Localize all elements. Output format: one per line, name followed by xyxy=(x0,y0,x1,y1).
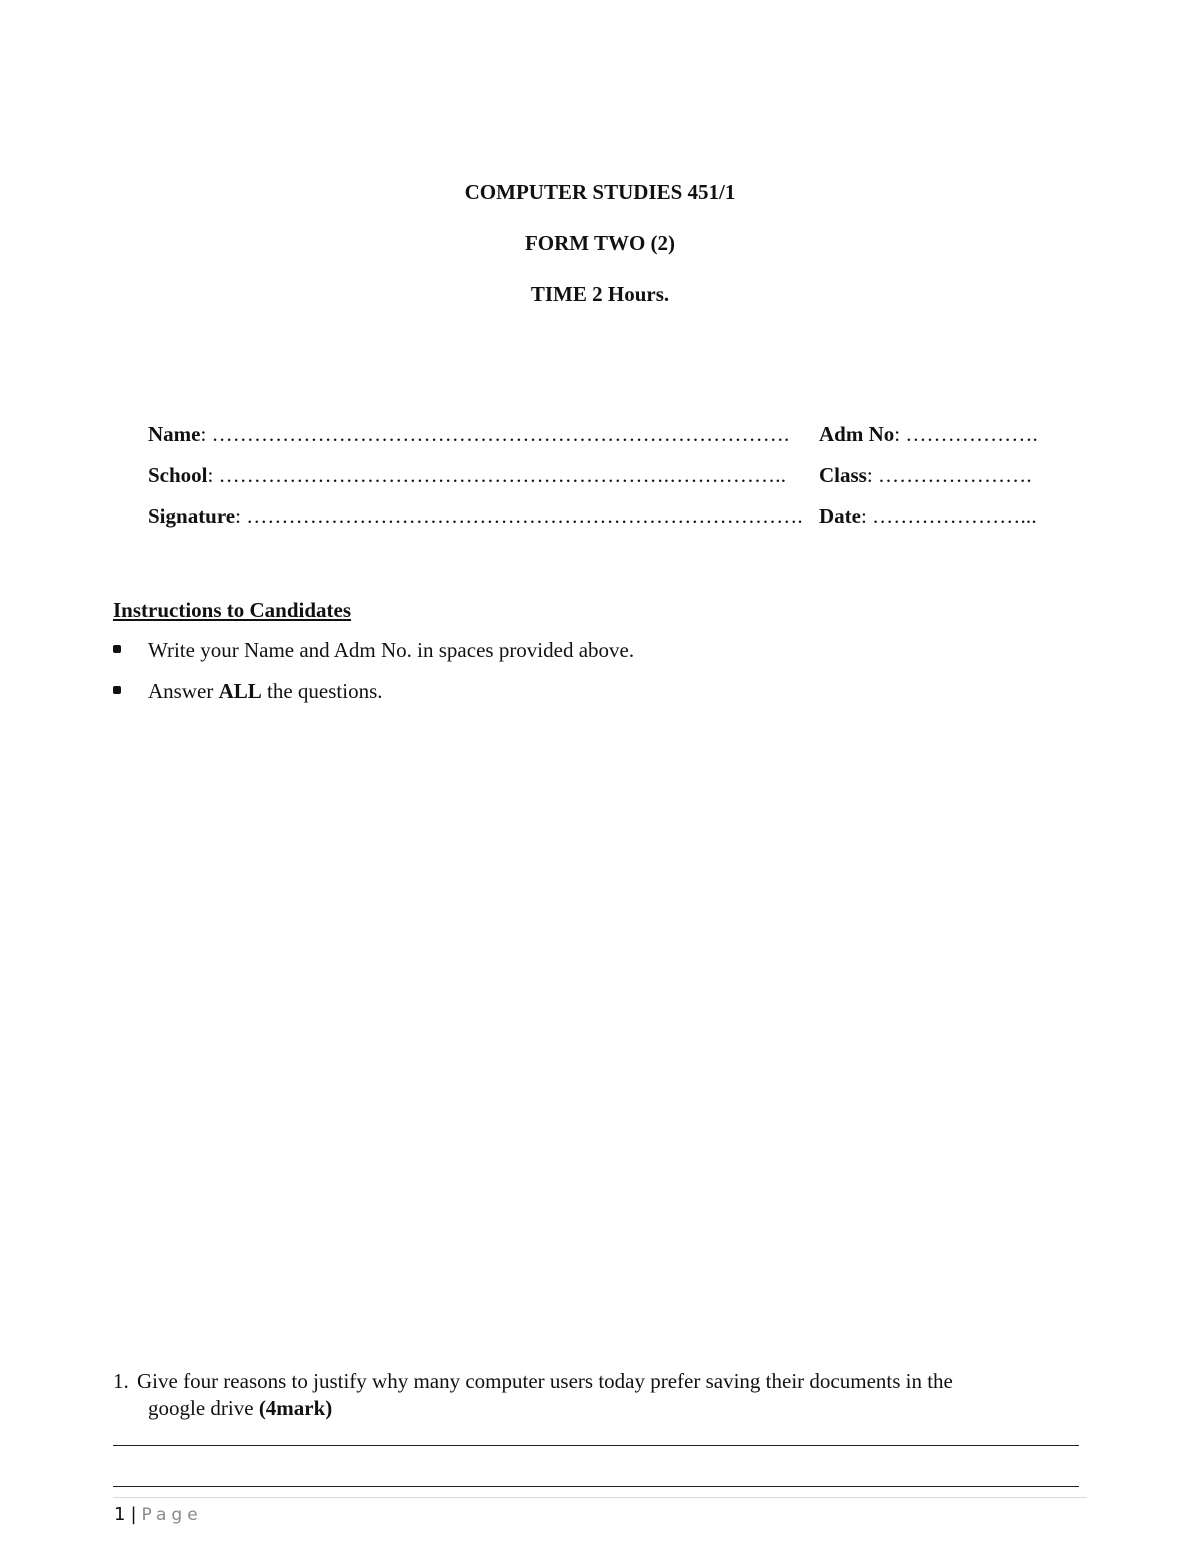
adm-no-blank[interactable]: ………………. xyxy=(905,422,1039,446)
school-field[interactable] xyxy=(148,461,786,489)
question-text-line-1: Give four reasons to justify why many computer users today prefer saving their documents in the xyxy=(137,1369,953,1393)
class-field[interactable] xyxy=(819,461,1032,489)
name-colon: : xyxy=(200,422,212,446)
page-word: Page xyxy=(141,1505,203,1525)
signature-field[interactable] xyxy=(148,502,803,530)
date-colon: : xyxy=(860,504,873,528)
footer-separator: | xyxy=(130,1504,137,1525)
date-field[interactable] xyxy=(819,502,1037,530)
page-footer xyxy=(114,1502,203,1528)
instruction-text: Write your Name and Adm No. in spaces provided above. xyxy=(148,638,635,662)
class-blank[interactable]: …………………. xyxy=(877,463,1032,487)
time-title: TIME 2 Hours. xyxy=(530,282,670,306)
instruction-item xyxy=(113,677,1013,705)
instruction-text-before: Answer xyxy=(148,679,219,703)
answer-line[interactable] xyxy=(113,1486,1079,1487)
instruction-emphasis: ALL xyxy=(218,679,262,703)
bullet-icon xyxy=(113,645,121,653)
school-colon: : xyxy=(207,463,219,487)
signature-label: Signature xyxy=(148,504,236,528)
question-text-continuation: google drive xyxy=(148,1396,259,1420)
date-blank[interactable]: …………………... xyxy=(872,504,1037,528)
date-label: Date xyxy=(819,504,861,528)
school-label: School xyxy=(148,463,208,487)
class-label: Class xyxy=(819,463,867,487)
question-number: 1. xyxy=(113,1369,129,1393)
instruction-item xyxy=(113,636,1013,664)
school-row xyxy=(148,461,1078,489)
adm-no-colon: : xyxy=(894,422,906,446)
name-label: Name xyxy=(148,422,201,446)
question-marks: (4mark) xyxy=(258,1396,333,1420)
school-blank[interactable]: ……………………………………………………….…………….. xyxy=(218,463,787,487)
footer-divider xyxy=(113,1497,1087,1498)
name-field[interactable] xyxy=(148,420,789,448)
bullet-icon xyxy=(113,686,121,694)
question-text-line-2 xyxy=(148,1394,332,1422)
signature-colon: : xyxy=(235,504,247,528)
signature-blank[interactable]: ……………………………………………………………………. xyxy=(246,504,803,528)
instruction-text-after: the questions. xyxy=(261,679,383,703)
name-blank[interactable]: ………………………………………………………………………. xyxy=(211,422,790,446)
subject-title: COMPUTER STUDIES 451/1 xyxy=(464,180,736,204)
class-colon: : xyxy=(866,463,878,487)
instructions-heading: Instructions to Candidates xyxy=(113,598,352,622)
instruction-text xyxy=(148,677,383,705)
answer-line[interactable] xyxy=(113,1445,1079,1446)
page-number: 1 xyxy=(114,1504,126,1525)
signature-row xyxy=(148,502,1078,530)
name-row xyxy=(148,420,1078,448)
adm-no-field[interactable] xyxy=(819,420,1038,448)
form-title: FORM TWO (2) xyxy=(524,231,676,255)
adm-no-label: Adm No xyxy=(819,422,895,446)
